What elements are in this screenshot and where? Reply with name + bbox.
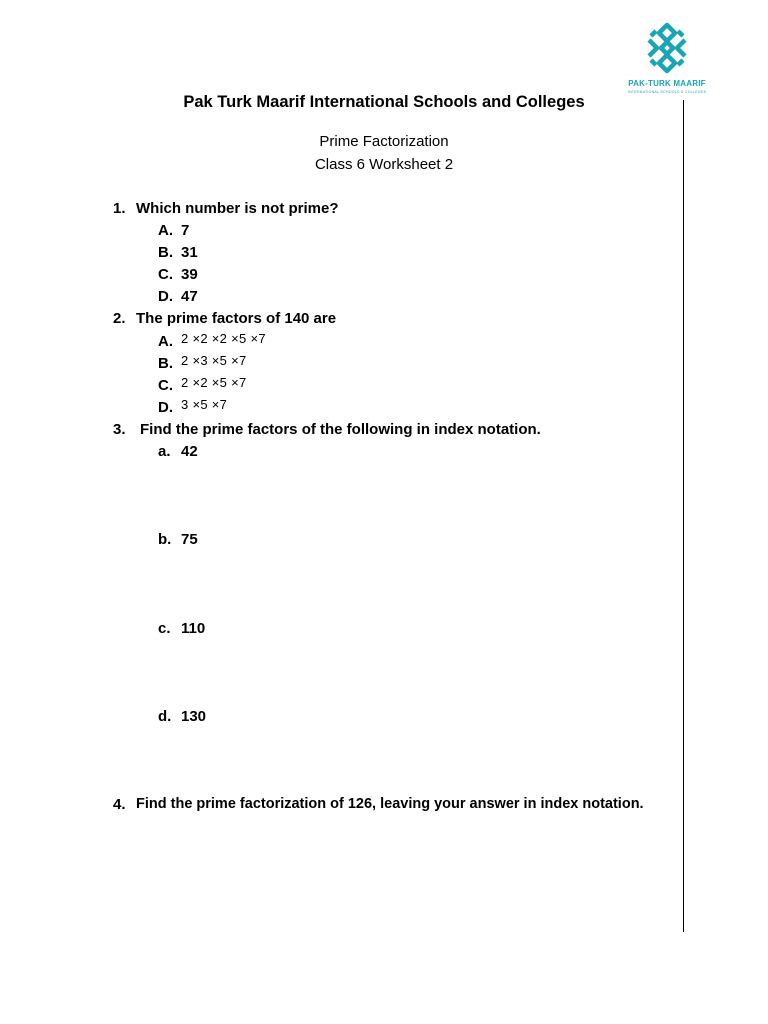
q3-part-c-letter: c. <box>158 620 171 637</box>
q2-option-a-value: 2 ×2 ×2 ×5 ×7 <box>181 331 266 346</box>
question-2-text: The prime factors of 140 are <box>136 310 337 327</box>
q3-part-d-letter: d. <box>158 708 172 725</box>
worksheet-topic: Prime Factorization <box>319 133 449 150</box>
q1-option-d-value: 47 <box>181 288 198 305</box>
question-4-text: Find the prime factorization of 126, leaving your answer in index notation. <box>136 796 644 812</box>
q3-part-d-value: 130 <box>181 708 207 725</box>
worksheet-class: Class 6 Worksheet 2 <box>314 156 454 173</box>
q2-option-b-value: 2 ×3 ×5 ×7 <box>181 353 247 368</box>
question-3-text: Find the prime factors of the following in index notation. <box>140 421 541 438</box>
q1-option-d-letter: D. <box>158 288 173 305</box>
q3-part-c-value: 110 <box>181 620 206 637</box>
question-1-number: 1. <box>113 200 126 217</box>
q1-option-b-letter: B. <box>158 244 173 261</box>
q1-option-c-value: 39 <box>181 266 198 283</box>
school-logo <box>612 22 722 98</box>
question-2-number: 2. <box>113 310 126 327</box>
q2-option-d-letter: D. <box>158 399 173 416</box>
q3-part-a-value: 42 <box>181 443 198 460</box>
right-margin-line <box>683 100 684 932</box>
school-title: Pak Turk Maarif International Schools and Colleges <box>183 93 585 111</box>
question-3-number: 3. <box>113 421 126 438</box>
q2-option-d-value: 3 ×5 ×7 <box>181 397 228 412</box>
q1-option-a-value: 7 <box>181 222 190 239</box>
q2-option-c-value: 2 ×2 ×5 ×7 <box>181 375 247 390</box>
q1-option-b-value: 31 <box>181 244 198 261</box>
q2-option-b-letter: B. <box>158 355 173 372</box>
q2-option-c-letter: C. <box>158 377 173 394</box>
q3-part-b-value: 75 <box>181 531 198 548</box>
logo-name: PAK-TURK MAARIF <box>628 79 706 88</box>
q2-option-a-letter: A. <box>158 333 173 350</box>
maarif-emblem-icon <box>642 22 692 74</box>
q1-option-c-letter: C. <box>158 266 173 283</box>
question-4-number: 4. <box>113 796 126 813</box>
logo-tagline: INTERNATIONAL SCHOOLS & COLLEGES <box>627 90 707 94</box>
question-1-text: Which number is not prime? <box>136 200 339 217</box>
q3-part-b-letter: b. <box>158 531 172 548</box>
q1-option-a-letter: A. <box>158 222 173 239</box>
q3-part-a-letter: a. <box>158 443 171 460</box>
